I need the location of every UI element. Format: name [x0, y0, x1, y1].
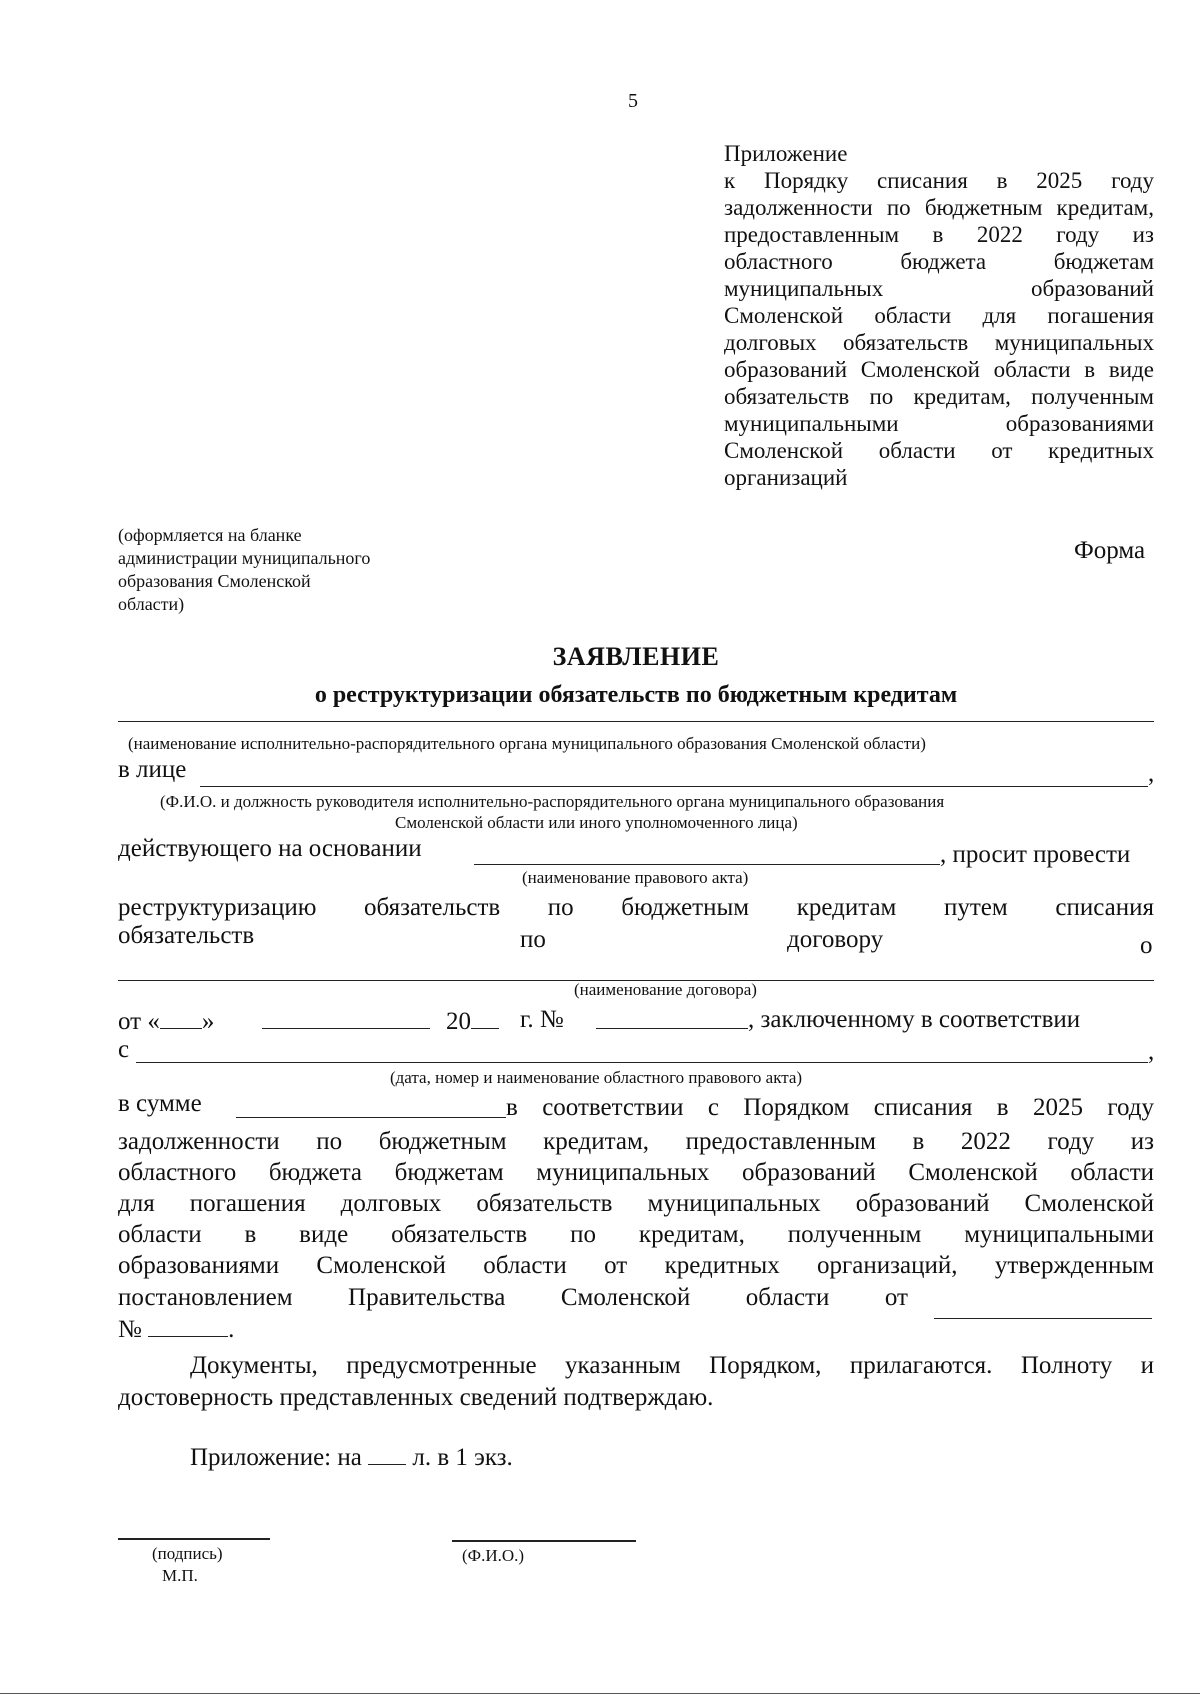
restructure-line [118, 892, 1154, 923]
in-amount-label: в сумме [118, 1090, 202, 1117]
hint-head-line1: (Ф.И.О. и должность руководителя исполнительно-распорядительного органа муниципального образования [160, 792, 945, 811]
from-label: от « » [118, 1008, 215, 1035]
requests-label: , просит провести [940, 841, 1131, 868]
comma: , [1148, 1038, 1155, 1065]
word: реструктуризацию [118, 894, 317, 921]
document-title: ЗАЯВЛЕНИЕ [552, 642, 720, 671]
paragraph-line: задолженности по бюджетным кредитам, предоставленным в 2022 году из [118, 1128, 1154, 1155]
appendix-line: обязательств по кредитам, полученным [724, 384, 1154, 409]
blank-note-line: образования Смоленской [118, 571, 311, 591]
full-name-field[interactable] [452, 1540, 636, 1542]
appendix-line: задолженности по бюджетным кредитам, [724, 195, 1154, 220]
stamp-label: М.П. [162, 1566, 198, 1585]
head-name-field[interactable] [200, 786, 1148, 787]
hint-regional-act: (дата, номер и наименование областного правового акта) [390, 1068, 803, 1087]
word: области [745, 1284, 830, 1311]
hint-head-line2: Смоленской области или иного уполномоченного лица) [395, 813, 798, 832]
org-name-field[interactable] [118, 721, 1154, 722]
appendix-line: организаций [724, 465, 848, 490]
paragraph-line: образованиями Смоленской области от кредитных организаций, утвержденным [118, 1252, 1154, 1279]
paragraph-line: для погашения долговых обязательств муниципальных образований Смоленской [118, 1190, 1154, 1217]
amount-field[interactable] [236, 1117, 506, 1118]
day-field[interactable] [160, 1006, 202, 1029]
year-field[interactable] [471, 1006, 499, 1029]
appendix-line: областного бюджета бюджетам [724, 249, 1154, 274]
full-name-label: (Ф.И.О.) [462, 1546, 525, 1565]
in-person-label: в лице [118, 756, 187, 783]
page-edge-line [0, 1693, 1200, 1694]
blank-note-line: администрации муниципального [118, 548, 371, 568]
word: договору [787, 926, 884, 953]
month-field[interactable] [262, 1028, 430, 1029]
number-label: г. № [520, 1006, 564, 1033]
hint-org-name: (наименование исполнительно-распорядительного органа муниципального образования Смоленской области) [128, 734, 926, 753]
resolution-line [118, 1282, 908, 1313]
comma: , [1148, 760, 1155, 787]
contract-number-field[interactable] [596, 1028, 748, 1029]
signature-field[interactable] [118, 1538, 270, 1540]
blank-note-line: области) [118, 594, 185, 614]
word: обязательств [118, 922, 255, 949]
appendix-line: Приложение [724, 141, 848, 166]
word: бюджетным [621, 894, 750, 921]
resolution-number-field[interactable] [148, 1314, 228, 1337]
appendix-line: предоставленным в 2022 году из [724, 222, 1154, 247]
word: по [520, 926, 546, 953]
attachment-line: Приложение: на л. в 1 экз. [190, 1444, 513, 1471]
page-number: 5 [628, 90, 638, 112]
word: путем [944, 894, 1008, 921]
blank-note [118, 524, 448, 616]
concluded-label: , заключенному в соответствии [748, 1006, 1081, 1033]
word: списания [1055, 894, 1154, 921]
signature-label: (подпись) [152, 1544, 223, 1563]
paragraph-line: областного бюджета бюджетам муниципальных образований Смоленской области [118, 1159, 1154, 1186]
amount-tail: в соответствии с Порядком списания в 2025 году [506, 1094, 1154, 1121]
appendix-line: Смоленской области от кредитных [724, 438, 1154, 463]
word: обязательств [364, 894, 501, 921]
legal-act-field[interactable] [474, 864, 940, 865]
main-paragraph [118, 1126, 1154, 1281]
acting-basis-label: действующего на основании [118, 835, 422, 862]
appendix-block [724, 140, 1154, 491]
regional-act-field[interactable] [136, 1062, 1148, 1063]
appendix-line: муниципальных образований [724, 276, 1154, 301]
blank-note-line: (оформляется на бланке [118, 525, 302, 545]
word: постановлением [118, 1284, 293, 1311]
year-label: 20 [446, 1006, 499, 1036]
hint-contract: (наименование договора) [574, 980, 757, 999]
resolution-number-label: № . [118, 1316, 235, 1343]
documents-line-2: достоверность представленных сведений подтверждаю. [118, 1384, 714, 1411]
appendix-line: к Порядку списания в 2025 году [724, 168, 1154, 193]
appendix-line: муниципальными образованиями [724, 411, 1154, 436]
appendix-line: долговых обязательств муниципальных [724, 330, 1154, 355]
resolution-date-field[interactable] [934, 1318, 1152, 1319]
word: кредитам [796, 894, 897, 921]
word: Смоленской [560, 1284, 691, 1311]
paragraph-line: области в виде обязательств по кредитам, полученным муниципальными [118, 1221, 1154, 1248]
word: Правительства [348, 1284, 506, 1311]
appendix-line: образований Смоленской области в виде [724, 357, 1154, 382]
form-label: Форма [1074, 537, 1146, 564]
documents-line-1: Документы, предусмотренные указанным Порядком, прилагаются. Полноту и [190, 1352, 1154, 1379]
hint-legal-act: (наименование правового акта) [522, 868, 749, 887]
document-subtitle: о реструктуризации обязательств по бюджетным кредитам [314, 682, 958, 708]
sheets-count-field[interactable] [368, 1442, 406, 1465]
appendix-line: Смоленской области для погашения [724, 303, 1154, 328]
word: от [884, 1284, 908, 1311]
word: о [1140, 932, 1153, 959]
with-label: с [118, 1036, 130, 1063]
word: по [547, 894, 574, 921]
